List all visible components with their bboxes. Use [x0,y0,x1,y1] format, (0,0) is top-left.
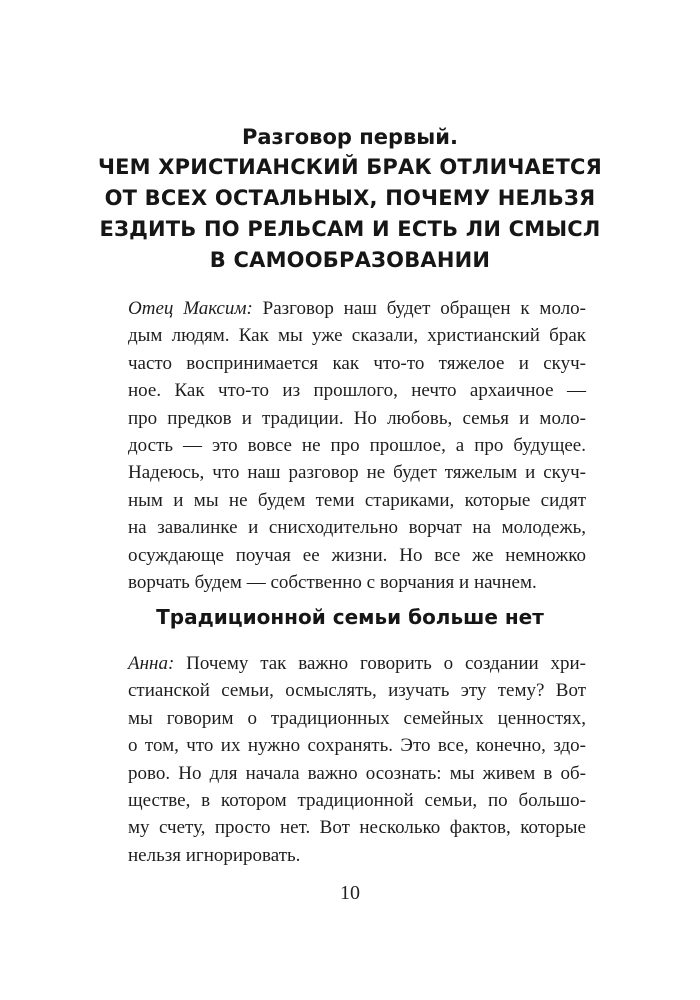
speaker-label: Анна: [128,653,175,674]
paragraph-anna [128,650,586,869]
chapter-title-line: В САМООБРАЗОВАНИИ [209,248,491,272]
paragraph-line: рово. Но для начала важно осознать: мы живем в об- [128,762,586,784]
paragraph-line: стианской семьи, осмыслять, изучать эту тему? Вот [128,680,586,702]
paragraph-line: про предков и традиции. Но любовь, семья и моло- [128,407,586,429]
chapter-title-line: ОТ ВСЕХ ОСТАЛЬНЫХ, ПОЧЕМУ НЕЛЬЗЯ [104,186,596,210]
paragraph-line: Надеюсь, что наш разговор не будет тяжелым и скуч- [128,462,586,484]
paragraph-line: ным и мы не будем теми стариками, которые сидят [128,489,586,511]
chapter-heading [90,122,610,276]
paragraph-line: ществе, в котором традиционной семьи, по большо- [128,789,586,811]
paragraph-father-maxim [128,295,586,596]
paragraph-line: ворчать будем — собственно с ворчания и начнем. [128,571,537,593]
paragraph-line: му счету, просто нет. Вот несколько фактов, которые [128,817,586,839]
paragraph-line [128,650,586,677]
chapter-subtitle: Разговор первый. [242,125,458,149]
speaker-label: Отец Максим: [128,298,253,319]
paragraph-line [128,295,586,322]
paragraph-line: на завалинке и снисходительно ворчат на молодежь, [128,517,586,539]
chapter-title-line: ЧЕМ ХРИСТИАНСКИЙ БРАК ОТЛИЧАЕТСЯ [97,155,603,179]
chapter-title-line: ЕЗДИТЬ ПО РЕЛЬСАМ И ЕСТЬ ЛИ СМЫСЛ [99,217,601,241]
paragraph-line: нельзя игнорировать. [128,844,301,866]
paragraph-line: мы говорим о традиционных семейных ценностях, [128,707,586,729]
paragraph-line-text: Почему так важно говорить о создании хри- [174,653,586,674]
paragraph-line: осуждающе поучая ее жизни. Но все же немножко [128,544,586,566]
paragraph-line: дым людям. Как мы уже сказали, христианский брак [128,325,586,347]
paragraph-line: часто воспринимается как что-то тяжелое и скуч- [128,352,586,374]
section-heading: Традиционной семьи больше нет [156,605,544,629]
paragraph-line: ное. Как что-то из прошлого, нечто архаичное — [128,380,586,402]
paragraph-line: о том, что их нужно сохранять. Это все, конечно, здо- [128,735,586,757]
paragraph-line-text: Разговор наш будет обращен к моло- [252,298,587,319]
page-number: 10 [340,882,360,904]
paragraph-line: дость — это вовсе не про прошлое, а про будущее. [128,434,586,456]
